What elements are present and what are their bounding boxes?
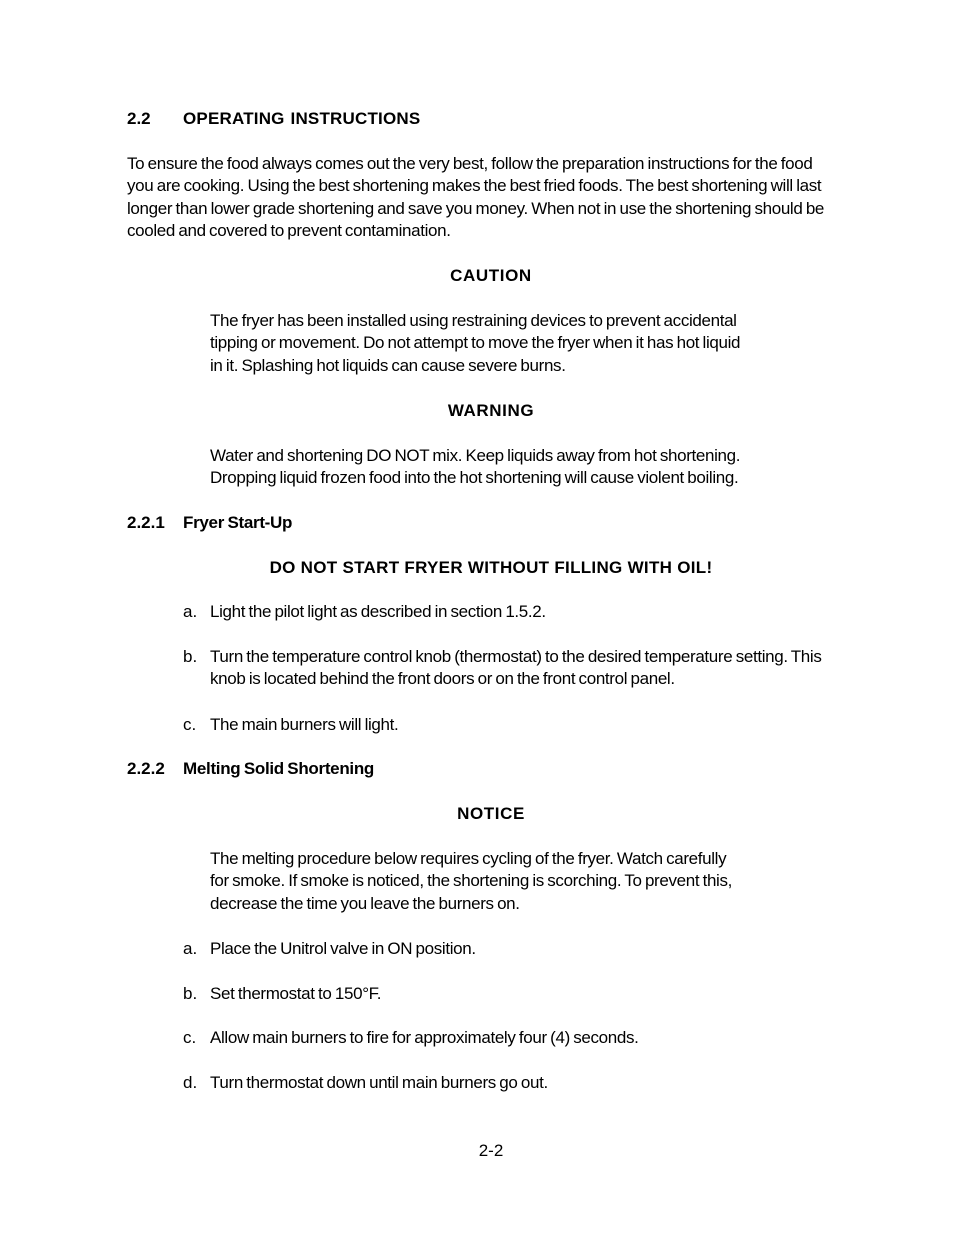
warning-heading: WARNING (447, 401, 535, 420)
step-letter: a. (183, 939, 198, 958)
warning-paragraph (210, 445, 740, 490)
step-letter: d. (183, 1073, 198, 1092)
notice-line: decrease the time you leave the burners on. (210, 893, 520, 913)
subsection-number-melting: 2.2.2 (127, 759, 165, 778)
caution-line: in it. Splashing hot liquids can cause severe burns. (210, 355, 566, 375)
warning-line: Water and shortening DO NOT mix. Keep liquids away from hot shortening. (210, 446, 741, 465)
melting-step-a: Place the Unitrol valve in ON position. (210, 939, 476, 958)
melting-step-c: Allow main burners to fire for approximately four (4) seconds. (210, 1028, 639, 1047)
caution-line: The fryer has been installed using restraining devices to prevent accidental (210, 311, 737, 330)
subsection-number-startup: 2.2.1 (127, 513, 165, 532)
intro-line: cooled and covered to prevent contamination. (127, 221, 451, 241)
step-letter: b. (183, 647, 198, 666)
melting-step-d: Turn thermostat down until main burners go out. (210, 1073, 548, 1092)
caution-line: tipping or movement. Do not attempt to move the fryer when it has hot liquid (210, 333, 741, 353)
step-letter: c. (183, 1028, 197, 1047)
caution-paragraph (210, 310, 740, 377)
notice-paragraph (210, 848, 732, 915)
intro-line: you are cooking. Using the best shortening makes the best fried foods. The best shortening will last (127, 176, 822, 196)
subsection-title-startup: Fryer Start-Up (183, 513, 293, 532)
step-text: Light the pilot light as described in section 1.5.2. (210, 602, 546, 621)
startup-step-b (210, 646, 821, 691)
intro-line: To ensure the food always comes out the very best, follow the preparation instructions for the food (127, 154, 813, 173)
notice-heading: NOTICE (457, 804, 525, 823)
warning-line: Dropping liquid frozen food into the hot shortening will cause violent boiling. (210, 468, 739, 488)
oil-alert: DO NOT START FRYER WITHOUT FILLING WITH OIL! (269, 558, 713, 577)
melting-step-b: Set thermostat to 150°F. (210, 984, 382, 1003)
step-letter: b. (183, 984, 198, 1003)
section-number: 2.2 (127, 109, 151, 128)
section-title: OPERATING INSTRUCTIONS (183, 109, 421, 128)
subsection-title-melting: Melting Solid Shortening (183, 759, 375, 778)
intro-line: longer than lower grade shortening and save you money. When not in use the shortening should be (127, 198, 825, 218)
intro-paragraph (127, 153, 824, 243)
step-letter: a. (183, 602, 198, 621)
notice-line: for smoke. If smoke is noticed, the shortening is scorching. To prevent this, (210, 871, 733, 891)
notice-line: The melting procedure below requires cycling of the fryer. Watch carefully (210, 849, 727, 868)
page-number: 2-2 (478, 1141, 504, 1160)
startup-step-c (210, 714, 398, 736)
step-text: The main burners will light. (210, 715, 399, 734)
step-letter: c. (183, 715, 197, 734)
caution-heading: CAUTION (450, 266, 532, 285)
startup-step-a (210, 601, 546, 623)
step-text: knob is located behind the front doors or on the front control panel. (210, 669, 675, 689)
step-text: Turn the temperature control knob (thermostat) to the desired temperature setting. This (210, 647, 822, 666)
